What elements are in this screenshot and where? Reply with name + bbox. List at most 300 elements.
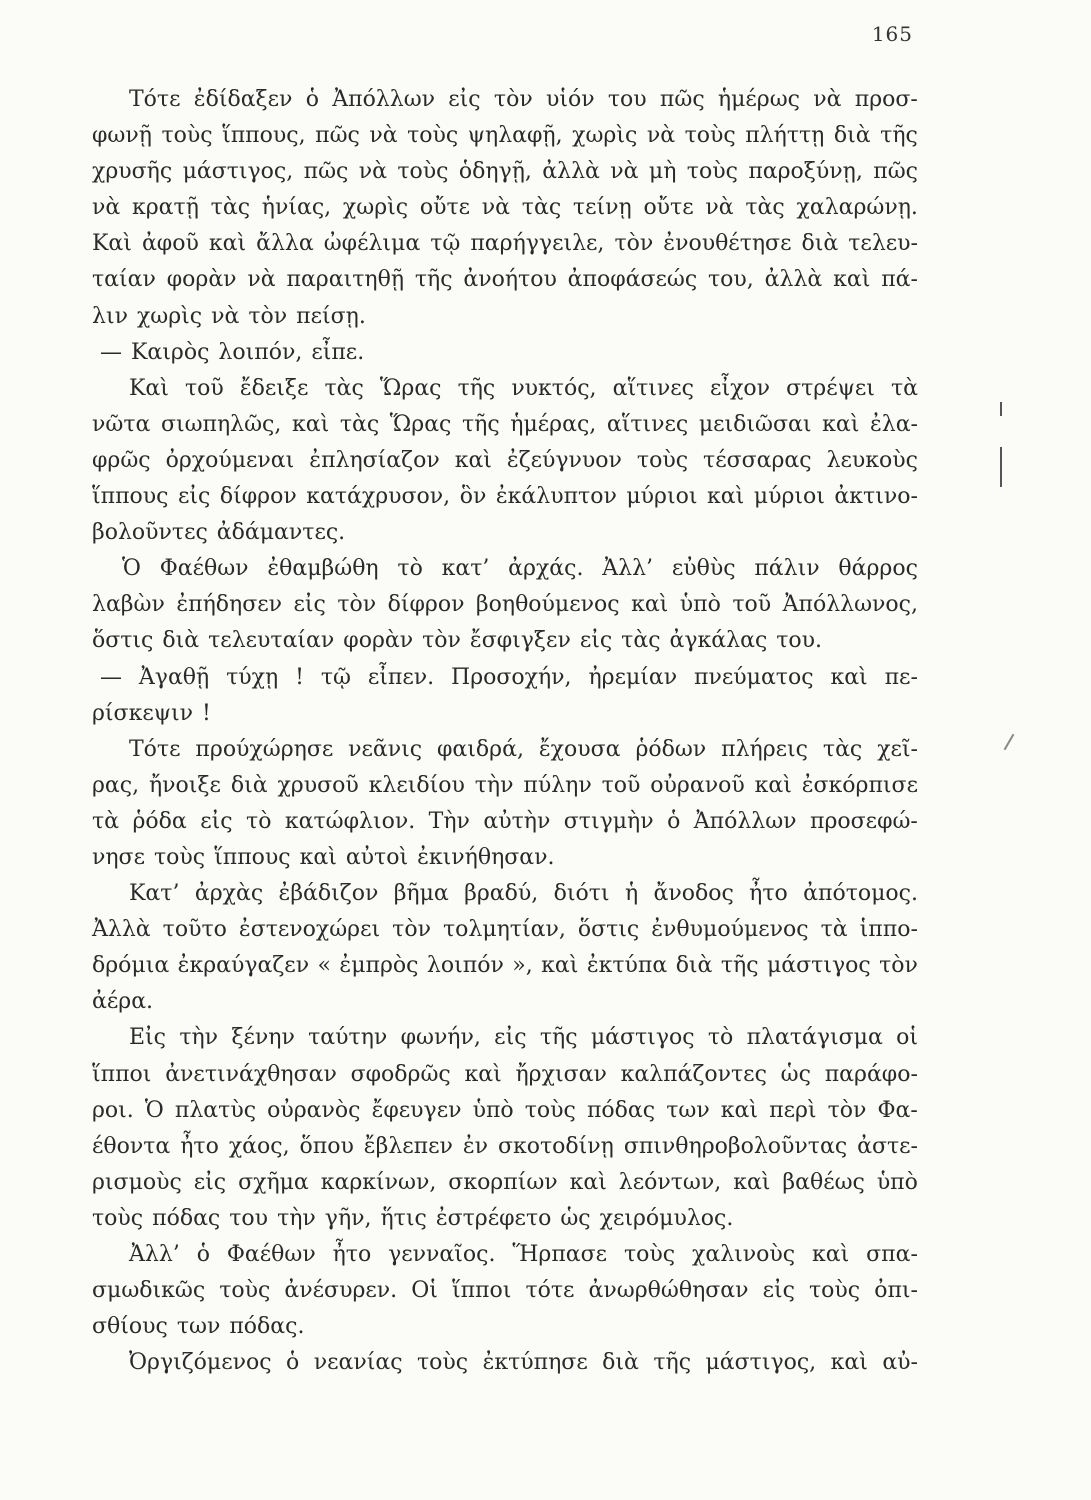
word: ! [201,700,211,726]
word: ! [295,664,304,690]
word: τείνῃ [572,195,632,221]
text-line [92,912,918,948]
word: ταύτην [308,1025,388,1051]
word: τὴν [474,772,514,798]
word: Οἱ [411,1278,438,1304]
word: καὶ [830,664,868,690]
text-line [92,1237,918,1273]
word: νησε [92,844,145,870]
word: τέσσαρας [703,447,812,473]
text-line [92,190,918,226]
word: τῆς [461,411,500,437]
word: εἰς [448,87,481,112]
word: των [176,1314,221,1340]
word: πύλην [523,772,592,798]
word: ἐπλησίαζον [309,447,440,473]
text-line [92,407,918,443]
word: τὰ [890,375,918,401]
word: οὔτε [643,195,694,221]
word: κρατῇ [132,195,199,221]
word: ἵπποι [451,1278,512,1304]
word: τὰς [822,736,863,762]
word: ὁ [305,87,319,112]
word: εἰς [762,1278,795,1304]
word: τὸν [614,231,654,257]
word: Καιρὸς [131,339,210,365]
word: ἐμπρὸς [339,953,419,979]
word: ἔχουσα [538,736,621,762]
text-line [92,154,918,190]
word: Τότε [129,736,181,762]
word: αὐτοὶ [345,844,409,870]
word: ὠφέλιμα [323,231,421,257]
word: Προσοχήν, [451,664,572,690]
word: ἡμέρως [717,87,800,112]
word: ρίσκεψιν [92,700,193,726]
word: καὶ [464,1061,502,1087]
page-number: 165 [871,22,913,46]
word: πῶς [873,159,918,185]
word: ἐλα- [869,411,918,437]
word: Καὶ [92,231,132,257]
text-line [92,1309,918,1345]
word: — [100,339,122,365]
word: Ὁ [144,1097,164,1123]
word: ὅπου [299,1133,354,1159]
word: νὰ [211,303,240,329]
word: διὰ [230,772,268,798]
word: Ἀπόλλων [332,87,436,112]
word: οἱ [896,1025,918,1051]
word: φορὰν [343,628,414,654]
word: τοὺς [623,1242,676,1267]
word: Φαέθων [159,556,249,582]
word: πλήρεις [721,736,808,762]
word: σχῆμα [238,1169,309,1195]
word: δίφρον [219,484,297,510]
text-line [92,551,918,587]
word: χωρὶς [342,195,409,221]
text-line [92,82,918,118]
word: εἰς [494,1025,527,1051]
word: « [317,953,331,979]
word: αἵτινες [612,375,694,401]
word: τῆς [720,953,759,979]
word: εἰς [200,808,233,834]
word: τὰς [324,375,364,401]
word: νὰ [646,123,676,149]
word: εἰς [579,628,613,654]
word: ροι. [92,1097,134,1123]
word: καὶ [720,1097,759,1123]
word: πλατάγισμα [746,1025,883,1051]
word: μύριοι [626,484,698,510]
word: ἀστε- [857,1133,918,1159]
word: καὶ [754,772,792,798]
word: θάρρος [838,556,918,582]
margin-mark [1004,734,1015,751]
word: εἰς [293,592,326,618]
text-line [92,479,918,515]
word: τοὺς [809,1278,861,1304]
word: τὰ [92,808,120,834]
word: καὶ [631,592,669,618]
text-line [92,371,918,407]
word: κλειδίου [368,772,465,798]
word: καὶ [707,484,745,510]
word: λοιπόν, [218,339,303,365]
text-line [92,948,918,984]
word: ἐπήδησεν [176,592,282,618]
word: Ἥρπασε [512,1242,608,1267]
word: ἔβλεπεν [363,1133,453,1159]
word: καὶ [833,267,871,293]
word: ἀρχάς. [508,556,584,582]
word: καὶ [811,1242,850,1267]
text-line [92,1273,918,1309]
word: νὰ [813,87,842,112]
word: Ὥρας [379,375,442,401]
word: ἐκτύπησε [482,1350,588,1376]
word: ὅστις [92,628,154,654]
word: σπινθηροβολοῦντας [623,1133,848,1159]
word: δίφρον [387,592,465,618]
word: ἐστενοχώρει [238,917,381,943]
word: φρῶς [92,447,151,473]
word: ξένην [231,1025,295,1051]
word: έθοντα [92,1133,171,1159]
word: πόδας [152,1205,221,1231]
word: ἵππους, [222,123,306,149]
text-line [92,696,918,732]
text-line [92,804,918,840]
word: σμωδικῶς [92,1278,206,1304]
word: παροξύνῃ, [748,159,863,185]
word: βολοῦντες [92,520,208,546]
text-line [92,1201,918,1237]
word: τοῦ [732,592,772,618]
word: σφοδρῶς [350,1061,451,1087]
word: ἐστρέφετο [435,1205,552,1231]
word: νυκτός, [511,375,597,401]
word: χρυσοῦ [277,772,359,798]
word: ἦτο [180,1133,219,1159]
word: ἐκάλυπτον [495,484,617,510]
word: ἵππους [92,484,169,510]
text-line [92,1020,918,1056]
word: Φαέθων [226,1242,316,1267]
word: νεανίας [313,1350,403,1376]
word: ἀρχὰς [194,881,264,907]
word: Ἀπόλλων [693,808,797,834]
word: τὸ [397,556,423,582]
word: εἶπεν. [367,664,435,690]
word: καὶ [208,231,247,257]
word: βραδύ, [464,881,539,907]
word: Ἀγαθῇ [138,664,210,690]
word: αὐτὴν [483,808,551,834]
word: πε- [884,664,918,690]
word: διὰ [675,953,713,979]
text-line [92,660,918,696]
word: τοὺς [92,1205,144,1231]
word: πείσῃ. [296,303,366,329]
word: ῥόδα [132,808,187,834]
text-line [92,335,918,371]
word: σθίους [92,1314,168,1340]
word: ἡνίας, [261,195,332,221]
word: Εἰς [129,1025,167,1051]
word: Ὁ [122,556,141,582]
word: ἀγκάλας [669,628,768,654]
word: Τότε [129,87,181,112]
text-line [92,587,918,623]
word: τὰς [621,628,661,654]
word: ὡς [560,1205,591,1231]
word: καὶ [541,953,579,979]
text-line [92,1057,918,1093]
word: ἔδειξε [239,375,309,401]
word: υἱόν [545,87,595,112]
word: πῶς [303,159,349,185]
word: καὶ [299,844,337,870]
word: νὰ [610,159,639,185]
word: τὰ [820,917,848,943]
text-line [92,876,918,912]
word: ἀκτινο- [834,484,918,510]
word: νὰ [92,195,121,221]
word: τῷ [430,231,461,257]
word: ὁ [286,1350,300,1376]
word: ἀλλὰ [542,159,600,185]
word: παραιτηθῇ [286,267,404,293]
word: τὸν [422,628,461,654]
word: τοὺς [524,1097,576,1123]
word: παρήγγειλε, [470,231,605,257]
margin-mark [1000,447,1002,487]
word: τὸν [248,303,288,329]
word: τὸν [392,917,431,943]
word: ἱππο- [859,917,918,943]
word: πνεύματος [694,664,814,690]
word: γῆν, [324,1205,372,1231]
word: ἐδίδαξεν [193,87,293,112]
body-text [92,82,918,1381]
text-line [92,226,918,262]
word: μάστιγος [590,1025,695,1051]
text-line [92,515,918,551]
word: ψηλαφῇ, [467,123,563,149]
word: πόδας [586,1097,656,1123]
text-line [92,623,918,659]
word: κατώφλιον. [284,808,416,834]
word: ἐζεύγνυον [506,447,622,473]
word: διὰ [801,231,839,257]
word: λευκοὺς [826,447,918,473]
word: κατάχρυσον, [306,484,451,510]
word: μύριοι [753,484,825,510]
text-line [92,840,918,876]
word: ἀνωρθώθησαν [588,1278,749,1304]
text-line [92,299,918,335]
word: τοὺς [407,123,459,149]
text-line [92,118,918,154]
word: μάστιγος, [705,1350,817,1376]
word: γενναῖος. [388,1242,496,1267]
word: ἦτο [749,881,788,907]
word: ἄλλα [256,231,314,257]
word: ἤρχισαν [515,1061,607,1087]
word: τῆς [880,123,918,149]
word: ρισμοὺς [92,1169,182,1195]
word: τοὺς [636,447,689,473]
word: ἐθαμβώθη [267,556,379,582]
word: Κατ’ [129,881,180,907]
word: ἀποφάσεώς [567,267,698,293]
word: βῆμα [393,881,449,907]
word: καὶ [569,1169,607,1195]
word: δρόμια [92,953,170,979]
text-line [92,443,918,479]
word: αὐ- [882,1350,918,1376]
word: στρέψει [786,375,875,401]
word: ὑπὸ [679,592,721,618]
word: ἥτις [380,1205,427,1231]
word: ἀέρα. [92,989,154,1015]
word: Ὀργιζόμενος [129,1350,272,1376]
word: ἤνοιξε [149,772,221,798]
text-line [92,732,918,768]
word: τὰς [521,195,562,221]
word: τὸν [879,953,918,979]
word: φαιδρά, [437,736,524,762]
word: ὁ [667,808,681,834]
word: περὶ [769,1097,817,1123]
word: ὅστις [577,917,640,943]
word: ἡμέρας, [510,411,597,437]
word: εἶπε. [311,339,365,365]
word: τῆς [414,267,453,293]
word: νὰ [705,195,734,221]
word: χαλαρώνῃ. [796,195,918,221]
word: ἐκινήθησαν. [417,844,555,870]
word: φωνήν, [400,1025,481,1051]
word: προσεφώ- [810,808,918,834]
word: φορὰν [166,267,237,293]
word: κατ’ [441,556,490,582]
word: διὰ [162,628,200,654]
word: του, [708,267,754,293]
word: τῆς [457,375,496,401]
word: ἐβάδιζον [278,881,379,907]
word: πά- [881,267,918,293]
word: τῆς [539,1025,578,1051]
word: τότε [525,1278,575,1304]
word: χρυσῆς [92,159,173,185]
word: ἐκραύγαζεν [177,953,310,979]
word: τύχῃ [226,664,279,690]
word: ὑπὸ [472,1097,514,1123]
word: ὑπὸ [876,1169,918,1195]
word: σιωπηλῶς, [160,411,282,437]
word: τὸν [337,592,377,618]
word: ἐνουθέτησε [663,231,792,257]
word: παράφο- [824,1061,918,1087]
word: καρκίνων, [320,1169,437,1195]
word: λιν [92,303,128,329]
word: Ὥρας [389,411,452,437]
word: ἐνθυμούμενος [651,917,809,943]
word: σπα- [866,1242,918,1267]
text-line [92,1129,918,1165]
word: λοιπόν [426,953,504,979]
word: νὰ [358,159,387,185]
word: τὴν [179,1025,219,1051]
word: ἀλλὰ [764,267,823,293]
word: ἔσφιγξεν [469,628,571,654]
word: ῥόδων [635,736,707,762]
word: ἀνοήτου [463,267,557,293]
word: τὰς [745,195,785,221]
word: οὐρανὸς [267,1097,361,1123]
word: καὶ [733,1169,771,1195]
word: ρας, [92,772,140,798]
word: καλπάζοντες [620,1061,767,1087]
word: Καὶ [129,375,169,401]
word: πόδας. [229,1314,305,1340]
word: τῆς [653,1350,692,1376]
word: του [607,87,647,112]
word: χωρὶς [136,303,203,329]
word: οὔτε [419,195,471,221]
word: ἐν [462,1133,489,1159]
word: προύχώρησε [195,736,334,762]
word: τοὺς [416,1350,469,1376]
word: τοὺς [153,844,206,870]
word: διὰ [602,1350,639,1376]
word: Ἀπόλλωνος, [782,592,918,618]
word: του. [776,628,823,654]
word: τὰς [210,195,251,221]
text-line [92,984,918,1020]
word: διότι [553,881,610,907]
word: βοηθούμενος [475,592,620,618]
word: χάος, [228,1133,290,1159]
word: Ἀλλ’ [602,556,654,582]
text-line [92,1165,918,1201]
word: τὴν [277,1205,316,1231]
word: τοῦ [601,772,641,798]
word: πλατὺς [174,1097,257,1123]
word: », [512,953,533,979]
word: ἵππους [214,844,291,870]
word: τοὺς [219,1278,271,1304]
word: ἡ [624,881,639,907]
word: Ἀλλὰ [92,917,151,943]
word: μάστιγος, [182,159,294,185]
word: ὡς [780,1061,811,1087]
word: μὴ [648,159,677,185]
word: αἵτινες [606,411,689,437]
word: τοὺς [686,159,738,185]
word: ἦτο [332,1242,372,1267]
word: χειρόμυλος. [599,1205,734,1231]
word: τοὺς [397,159,449,185]
word: τελευταίαν [208,628,335,654]
word: εἰς [193,1169,227,1195]
word: τοὺς [161,123,213,149]
word: καὶ [822,411,860,437]
